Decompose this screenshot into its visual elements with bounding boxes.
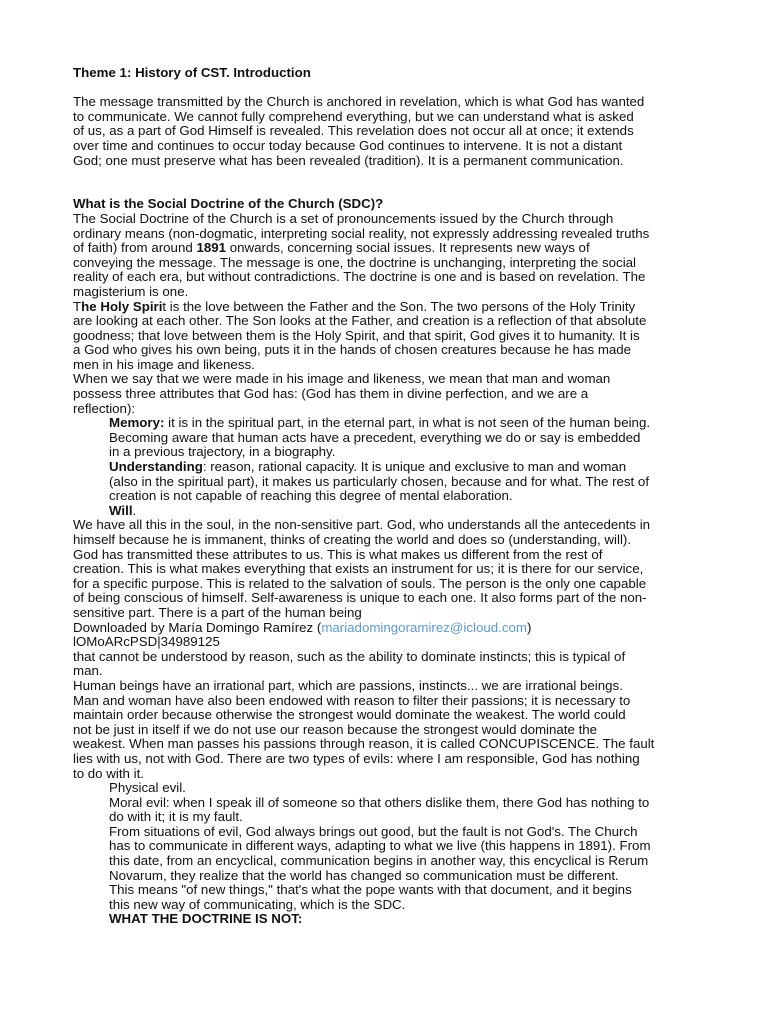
text-line: Man and woman have also been endowed with reason to filter their passions; it is necessary to	[73, 692, 631, 708]
text-line: are looking at each other. The Son looks at the Father, and creation is a reflection of that absolute	[73, 313, 647, 329]
text-line: creation. This is what makes everything that exists an instrument for us; it is there for our service,	[73, 561, 644, 577]
text-line: over time and continues to occur today because God continues to intervene. It is not a distant	[73, 137, 623, 153]
text-line: conveying the message. The message is one, the doctrine is unchanging, interpreting the social	[73, 254, 636, 270]
text-line: magisterium is one.	[73, 283, 189, 299]
list-item	[73, 460, 697, 475]
text-line: Human beings have an irrational part, which are passions, instincts... we are irrational beings.	[73, 677, 623, 693]
text-line: reality of each era, but without contradictions. The doctrine is one and is based on revelation. The	[73, 269, 646, 285]
email-link[interactable]: mariadomingoramirez@icloud.com	[321, 619, 527, 635]
list-item	[73, 504, 697, 519]
text-line: lies with us, not with God. There are two types of evils: where I am responsible, God has nothing	[73, 750, 640, 766]
text-run: .	[132, 502, 137, 518]
list-item	[73, 416, 697, 431]
text-line: maintain order because otherwise the strongest would dominate the weakest. The world could	[73, 707, 626, 723]
text-line: men in his image and likeness.	[73, 356, 255, 372]
list-item: From situations of evil, God always brings out good, but the fault is not God's. The Church	[109, 823, 638, 839]
holy-spirit-paragraph	[73, 300, 697, 417]
text-run: : reason, rational capacity. It is unique and exclusive to man and woman	[202, 459, 627, 475]
text-line: (also in the spiritual part), it makes us particularly chosen, because and for what. The rest of	[109, 473, 650, 489]
text-line: himself because he is immanent, thinks of creating the world and does so (understanding, will).	[73, 532, 632, 547]
spacer	[73, 168, 697, 197]
text-line: The message transmitted by the Church is anchored in revelation, which is what God has wanted	[73, 94, 645, 110]
text-line: of us, as a part of God Himself is revealed. This revelation does not occur all at once; it extends	[73, 123, 634, 139]
text-line: The Social Doctrine of the Church is a set of pronouncements issued by the Church through	[73, 210, 614, 226]
text-line: Novarum, they realize that the world has changed so communication must be different.	[109, 867, 619, 883]
text-run: of faith) from around	[73, 240, 197, 256]
text-line: a God who gives his own being, puts it in the hands of chosen creatures because he has made	[73, 342, 632, 358]
text-line: this date, from an encyclical, communication begins in another way, this encyclical is Rerum	[109, 853, 649, 869]
text-line: do with it; it is my fault.	[109, 809, 243, 825]
attributes-list	[73, 416, 697, 518]
section-heading-not: WHAT THE DOCTRINE IS NOT:	[109, 911, 303, 927]
text-line: goodness; that love between them is the Holy Spirit, and that spirit, God gives it to humanity. It is	[73, 327, 640, 343]
text-line: ordinary means (non-dogmatic, interpreting social reality, not expressly addressing revealed truths	[73, 225, 650, 241]
text-run: )	[526, 619, 532, 635]
text-line: to communicate. We cannot fully comprehend everything, but we can understand what is asked	[73, 108, 634, 124]
passions-paragraph	[73, 650, 697, 781]
year-bold: 1891	[196, 240, 227, 256]
understanding-label: Understanding	[109, 459, 203, 475]
text-line	[73, 241, 697, 256]
text-line: This means "of new things," that's what the pope wants with that document, and it begins	[109, 882, 632, 898]
text-line: weakest. When man passes his passions through reason, it is called CONCUPISCENCE. The fault	[73, 736, 655, 752]
evils-list	[73, 781, 697, 927]
text-line: this new way of communicating, which is the SDC.	[109, 896, 406, 912]
soul-paragraph	[73, 518, 697, 620]
text-run: T	[73, 298, 82, 314]
text-line	[73, 300, 697, 315]
downloaded-by-line	[73, 621, 697, 636]
text-run: Downloaded by María Domingo Ramírez (	[73, 619, 322, 635]
memory-label: Memory:	[109, 415, 165, 431]
text-run: it is in the spiritual part, in the eternal part, in what is not seen of the human being.	[164, 415, 651, 431]
text-line: man.	[73, 663, 103, 679]
list-item: Moral evil: when I speak ill of someone so that others dislike them, there God has nothing to	[109, 794, 650, 810]
list-item: Physical evil.	[109, 780, 186, 796]
text-line: sensitive part. There is a part of the human being	[73, 604, 362, 620]
text-line: possess three attributes that God has: (God has them in divine perfection, and we are a	[73, 386, 589, 402]
intro-paragraph	[73, 95, 697, 168]
document-page	[73, 66, 697, 927]
text-line: When we say that we were made in his image and likeness, we mean that man and woman	[73, 371, 611, 387]
text-line: God has transmitted these attributes to us. This is what makes us different from the rest of	[73, 546, 603, 562]
text-line: in a previous trajectory, in a biography.	[109, 444, 336, 460]
text-line: Becoming aware that human acts have a precedent, everything we do or say is embedded	[109, 429, 641, 445]
text-run: onwards, concerning social issues. It represents new ways of	[226, 240, 590, 256]
text-line: that cannot be understood by reason, such as the ability to dominate instincts; this is typical of	[73, 648, 626, 664]
document-id: lOMoARcPSD|34989125	[73, 634, 220, 650]
text-run: t is the love between the Father and the Son. The two persons of the Holy Trinity	[162, 298, 636, 314]
text-line: God; one must preserve what has been revealed (tradition). It is a permanent communication.	[73, 152, 624, 168]
page-title: Theme 1: History of CST. Introduction	[73, 65, 311, 80]
text-line: reflection):	[73, 400, 136, 416]
holy-spirit-bold: he Holy Spiri	[81, 298, 163, 314]
will-label: Will	[109, 502, 133, 518]
download-watermark	[73, 621, 697, 650]
spacer	[73, 81, 697, 96]
sdc-paragraph	[73, 212, 697, 300]
text-line: We have all this in the soul, in the non-sensitive part. God, who understands all the antecedents in	[73, 517, 651, 533]
text-line: has to communicate in different ways, adapting to what we live (this happens in 1891). From	[109, 838, 651, 854]
text-line: to do with it.	[73, 765, 144, 781]
text-line: not be just in itself if we do not use our reason because the strongest would dominate the	[73, 721, 598, 737]
text-line: creation is not capable of reaching this degree of mental elaboration.	[109, 488, 513, 504]
text-line: for a specific purpose. This is related to the salvation of souls. The person is the only one capable	[73, 575, 647, 591]
text-line: of being conscious of himself. Self-awareness is unique to each one. It also forms part of the non-	[73, 590, 647, 606]
section-heading-sdc: What is the Social Doctrine of the Church (SDC)?	[73, 196, 384, 212]
